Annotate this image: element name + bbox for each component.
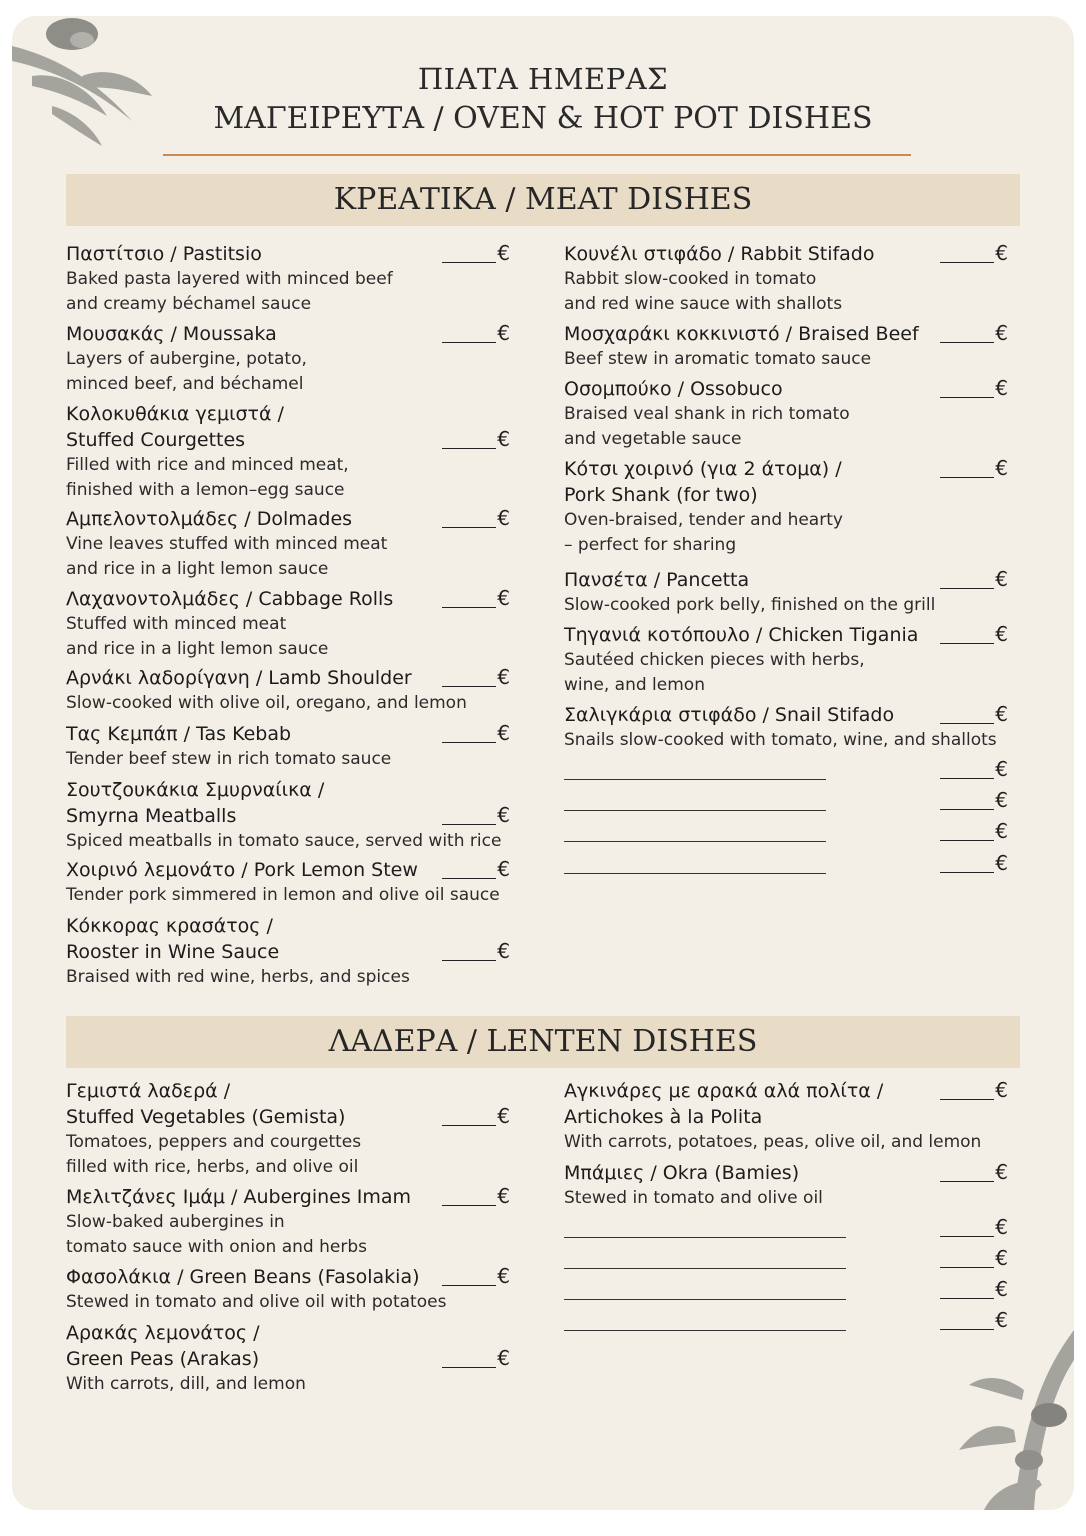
dish-name: Κουνέλι στιφάδο / Rabbit Stifado <box>564 243 875 265</box>
price-blank <box>442 1346 512 1370</box>
price-blank <box>940 819 1010 843</box>
euro-sign: € <box>995 1308 1008 1332</box>
dish-description: and rice in a light lemon sauce <box>66 558 329 579</box>
price-line <box>442 960 496 961</box>
menu-item <box>564 1160 823 1211</box>
price-line <box>940 1236 994 1237</box>
menu-item <box>66 586 393 661</box>
dish-name: Λαχανοντολμάδες / Cabbage Rolls <box>66 588 394 610</box>
write-in-line <box>564 1299 846 1300</box>
euro-sign: € <box>497 1264 510 1288</box>
dish-name: Κόκκορας κρασάτος / <box>66 915 273 937</box>
euro-sign: € <box>497 586 510 610</box>
dish-name: Rooster in Wine Sauce <box>66 941 280 963</box>
write-in-line <box>564 873 826 874</box>
write-in-line <box>564 1330 846 1331</box>
price-line <box>940 643 994 644</box>
dish-description: With carrots, potatoes, peas, olive oil, and lemon <box>564 1132 982 1152</box>
euro-sign: € <box>497 803 510 827</box>
price-blank <box>940 851 1010 875</box>
page-subtitle: ΜΑΓΕΙΡΕΥΤΑ / OVEN & HOT POT DISHES <box>213 101 873 136</box>
olive-branch-illustration <box>954 1310 1074 1510</box>
price-blank <box>442 1184 512 1208</box>
menu-item <box>564 241 875 316</box>
dish-name: Παστίτσιο / Pastitsio <box>66 243 262 265</box>
euro-sign: € <box>995 241 1008 265</box>
price-blank <box>442 586 512 610</box>
write-in-line <box>564 779 826 780</box>
euro-sign: € <box>497 857 510 881</box>
euro-sign: € <box>995 1277 1008 1301</box>
dish-name: Σουτζουκάκια Σμυρναίικα / <box>66 779 325 801</box>
dish-description: Slow-cooked with olive oil, oregano, and lemon <box>66 693 467 713</box>
menu-item <box>66 665 467 716</box>
euro-sign: € <box>497 1346 510 1370</box>
menu-item <box>564 567 935 618</box>
euro-sign: € <box>995 567 1008 591</box>
price-line <box>940 872 994 873</box>
price-blank <box>940 567 1010 591</box>
price-blank <box>442 506 512 530</box>
menu-item <box>564 321 919 372</box>
dish-description: and creamy béchamel sauce <box>66 293 312 314</box>
price-blank <box>940 757 1010 781</box>
euro-sign: € <box>995 1078 1008 1102</box>
dish-name: Μοσχαράκι κοκκινιστό / Braised Beef <box>564 323 919 345</box>
price-line <box>940 477 994 478</box>
menu-item <box>564 702 997 753</box>
euro-sign: € <box>995 1215 1008 1239</box>
euro-sign: € <box>995 1246 1008 1270</box>
euro-sign: € <box>995 702 1008 726</box>
price-blank <box>940 241 1010 265</box>
dish-name: Οσομπούκο / Ossobuco <box>564 378 783 400</box>
menu-item <box>66 913 410 990</box>
dish-description: and red wine sauce with shallots <box>564 293 843 314</box>
price-blank <box>940 1277 1010 1301</box>
menu-item <box>564 456 843 557</box>
dish-name: Αρακάς λεμονάτος / <box>66 1322 260 1344</box>
dish-description: Vine leaves stuffed with minced meat <box>66 534 388 554</box>
dish-description: Braised veal shank in rich tomato <box>564 404 850 424</box>
price-line <box>940 1181 994 1182</box>
price-line <box>442 824 496 825</box>
euro-sign: € <box>995 851 1008 875</box>
section-heading-lenten: ΛΑΔΕΡΑ / LENTEN DISHES <box>66 1016 1020 1068</box>
price-line <box>442 1285 496 1286</box>
menu-item <box>66 1078 361 1179</box>
write-in-line <box>564 841 826 842</box>
euro-sign: € <box>995 321 1008 345</box>
price-line <box>442 342 496 343</box>
dish-name: Σαλιγκάρια στιφάδο / Snail Stifado <box>564 704 895 726</box>
price-line <box>442 686 496 687</box>
price-blank <box>940 1160 1010 1184</box>
price-line <box>940 1298 994 1299</box>
dish-description: Rabbit slow-cooked in tomato <box>564 269 817 289</box>
dish-description: Sautéed chicken pieces with herbs, <box>564 650 865 670</box>
dish-description: and vegetable sauce <box>564 428 742 449</box>
price-blank <box>940 1215 1010 1239</box>
price-line <box>442 742 496 743</box>
menu-item <box>564 376 850 451</box>
menu-item <box>66 321 307 396</box>
price-line <box>442 878 496 879</box>
dish-name: Μπάμιες / Okra (Bamies) <box>564 1162 800 1184</box>
dish-description: wine, and lemon <box>564 674 705 695</box>
price-line <box>442 1125 496 1126</box>
dish-description: tomato sauce with onion and herbs <box>66 1236 367 1257</box>
price-blank <box>940 1308 1010 1332</box>
price-blank <box>940 788 1010 812</box>
menu-item <box>66 1264 446 1315</box>
euro-sign: € <box>497 1184 510 1208</box>
write-in-line <box>564 1237 846 1238</box>
euro-sign: € <box>995 456 1008 480</box>
price-line <box>940 588 994 589</box>
price-blank <box>940 702 1010 726</box>
dish-name: Φασολάκια / Green Beans (Fasolakia) <box>66 1266 420 1288</box>
menu-item <box>564 622 918 697</box>
price-line <box>940 723 994 724</box>
euro-sign: € <box>995 788 1008 812</box>
price-line <box>442 607 496 608</box>
price-line <box>940 397 994 398</box>
dish-description: – perfect for sharing <box>564 534 737 555</box>
euro-sign: € <box>497 1104 510 1128</box>
euro-sign: € <box>995 819 1008 843</box>
dish-description: Filled with rice and minced meat, <box>66 455 349 475</box>
page-title: ΠΙΑΤΑ ΗΜΕΡΑΣ <box>417 62 669 96</box>
price-blank <box>442 939 512 963</box>
dish-name: Κολοκυθάκια γεμιστά / <box>66 403 284 425</box>
price-blank <box>442 1264 512 1288</box>
price-line <box>940 1329 994 1330</box>
price-line <box>940 1267 994 1268</box>
dish-name: Πανσέτα / Pancetta <box>564 569 750 591</box>
price-line <box>940 342 994 343</box>
menu-item <box>66 401 349 502</box>
price-blank <box>940 622 1010 646</box>
dish-name: Μουσακάς / Moussaka <box>66 323 277 345</box>
price-blank <box>940 376 1010 400</box>
dish-description: Baked pasta layered with minced beef <box>66 269 393 289</box>
price-blank <box>442 241 512 265</box>
euro-sign: € <box>995 1160 1008 1184</box>
menu-item <box>66 1320 306 1397</box>
dish-description: and rice in a light lemon sauce <box>66 638 329 659</box>
menu-item <box>564 1078 981 1155</box>
menu-item <box>66 241 393 316</box>
dish-description: Tender pork simmered in lemon and olive oil sauce <box>66 885 500 905</box>
price-line <box>442 1367 496 1368</box>
price-blank <box>442 427 512 451</box>
section-heading-meat: ΚΡΕΑΤΙΚΑ / MEAT DISHES <box>66 174 1020 226</box>
dish-name: Χοιρινό λεμονάτο / Pork Lemon Stew <box>66 859 418 881</box>
euro-sign: € <box>497 721 510 745</box>
dish-description: Slow-baked aubergines in <box>66 1212 285 1232</box>
dish-name: Artichokes à la Polita <box>564 1106 763 1128</box>
write-in-line <box>564 1268 846 1269</box>
price-line <box>940 262 994 263</box>
price-line <box>940 778 994 779</box>
dish-name: Stuffed Vegetables (Gemista) <box>66 1106 346 1128</box>
dish-name: Τας Κεμπάπ / Tas Kebab <box>66 723 292 745</box>
price-line <box>940 1099 994 1100</box>
dish-name: Τηγανιά κοτόπουλο / Chicken Tigania <box>564 624 919 646</box>
dish-name: Αγκινάρες με αρακά αλά πολίτα / <box>564 1080 884 1102</box>
euro-sign: € <box>995 622 1008 646</box>
price-blank <box>442 665 512 689</box>
euro-sign: € <box>497 241 510 265</box>
euro-sign: € <box>995 757 1008 781</box>
dish-name: Γεμιστά λαδερά / <box>66 1080 231 1102</box>
dish-name: Pork Shank (for two) <box>564 484 758 506</box>
price-line <box>442 527 496 528</box>
dish-name: Κότσι χοιρινό (για 2 άτομα) / <box>564 458 842 480</box>
menu-item <box>66 857 500 908</box>
dish-description: Stewed in tomato and olive oil <box>564 1188 823 1208</box>
menu-item <box>66 721 391 772</box>
price-blank <box>442 857 512 881</box>
menu-item <box>66 506 387 581</box>
dish-description: With carrots, dill, and lemon <box>66 1374 306 1394</box>
euro-sign: € <box>995 376 1008 400</box>
dish-description: filled with rice, herbs, and olive oil <box>66 1156 359 1177</box>
dish-description: finished with a lemon–egg sauce <box>66 479 345 500</box>
price-blank <box>940 1078 1010 1102</box>
dish-name: Stuffed Courgettes <box>66 429 246 451</box>
dish-description: Spiced meatballs in tomato sauce, served with rice <box>66 831 502 851</box>
dish-name: Αρνάκι λαδορίγανη / Lamb Shoulder <box>66 667 412 689</box>
price-line <box>940 809 994 810</box>
dish-description: Tender beef stew in rich tomato sauce <box>66 749 392 769</box>
dish-description: Beef stew in aromatic tomato sauce <box>564 349 872 369</box>
euro-sign: € <box>497 321 510 345</box>
dish-description: minced beef, and béchamel <box>66 373 304 394</box>
dish-description: Snails slow-cooked with tomato, wine, and shallots <box>564 730 997 750</box>
dish-name: Μελιτζάνες Ιμάμ / Aubergines Imam <box>66 1186 412 1208</box>
dish-description: Slow-cooked pork belly, finished on the grill <box>564 595 936 615</box>
price-blank <box>940 456 1010 480</box>
price-blank <box>442 321 512 345</box>
price-line <box>940 840 994 841</box>
write-in-line <box>564 810 826 811</box>
dish-description: Stewed in tomato and olive oil with potatoes <box>66 1292 447 1312</box>
euro-sign: € <box>497 665 510 689</box>
price-blank <box>940 1246 1010 1270</box>
dish-description: Tomatoes, peppers and courgettes <box>66 1132 362 1152</box>
dish-name: Green Peas (Arakas) <box>66 1348 260 1370</box>
price-line <box>442 1205 496 1206</box>
dish-description: Oven-braised, tender and hearty <box>564 510 843 530</box>
menu-item <box>66 777 501 854</box>
price-line <box>442 448 496 449</box>
menu-item <box>66 1184 411 1259</box>
price-blank <box>442 1104 512 1128</box>
title-divider <box>163 154 911 156</box>
dish-name: Αμπελοντολμάδες / Dolmades <box>66 508 353 530</box>
price-blank <box>940 321 1010 345</box>
dish-description: Layers of aubergine, potato, <box>66 349 307 369</box>
dish-description: Stuffed with minced meat <box>66 614 287 634</box>
euro-sign: € <box>497 939 510 963</box>
price-blank <box>442 803 512 827</box>
dish-name: Smyrna Meatballs <box>66 805 237 827</box>
euro-sign: € <box>497 427 510 451</box>
price-blank <box>442 721 512 745</box>
euro-sign: € <box>497 506 510 530</box>
dish-description: Braised with red wine, herbs, and spices <box>66 967 410 987</box>
price-line <box>442 262 496 263</box>
